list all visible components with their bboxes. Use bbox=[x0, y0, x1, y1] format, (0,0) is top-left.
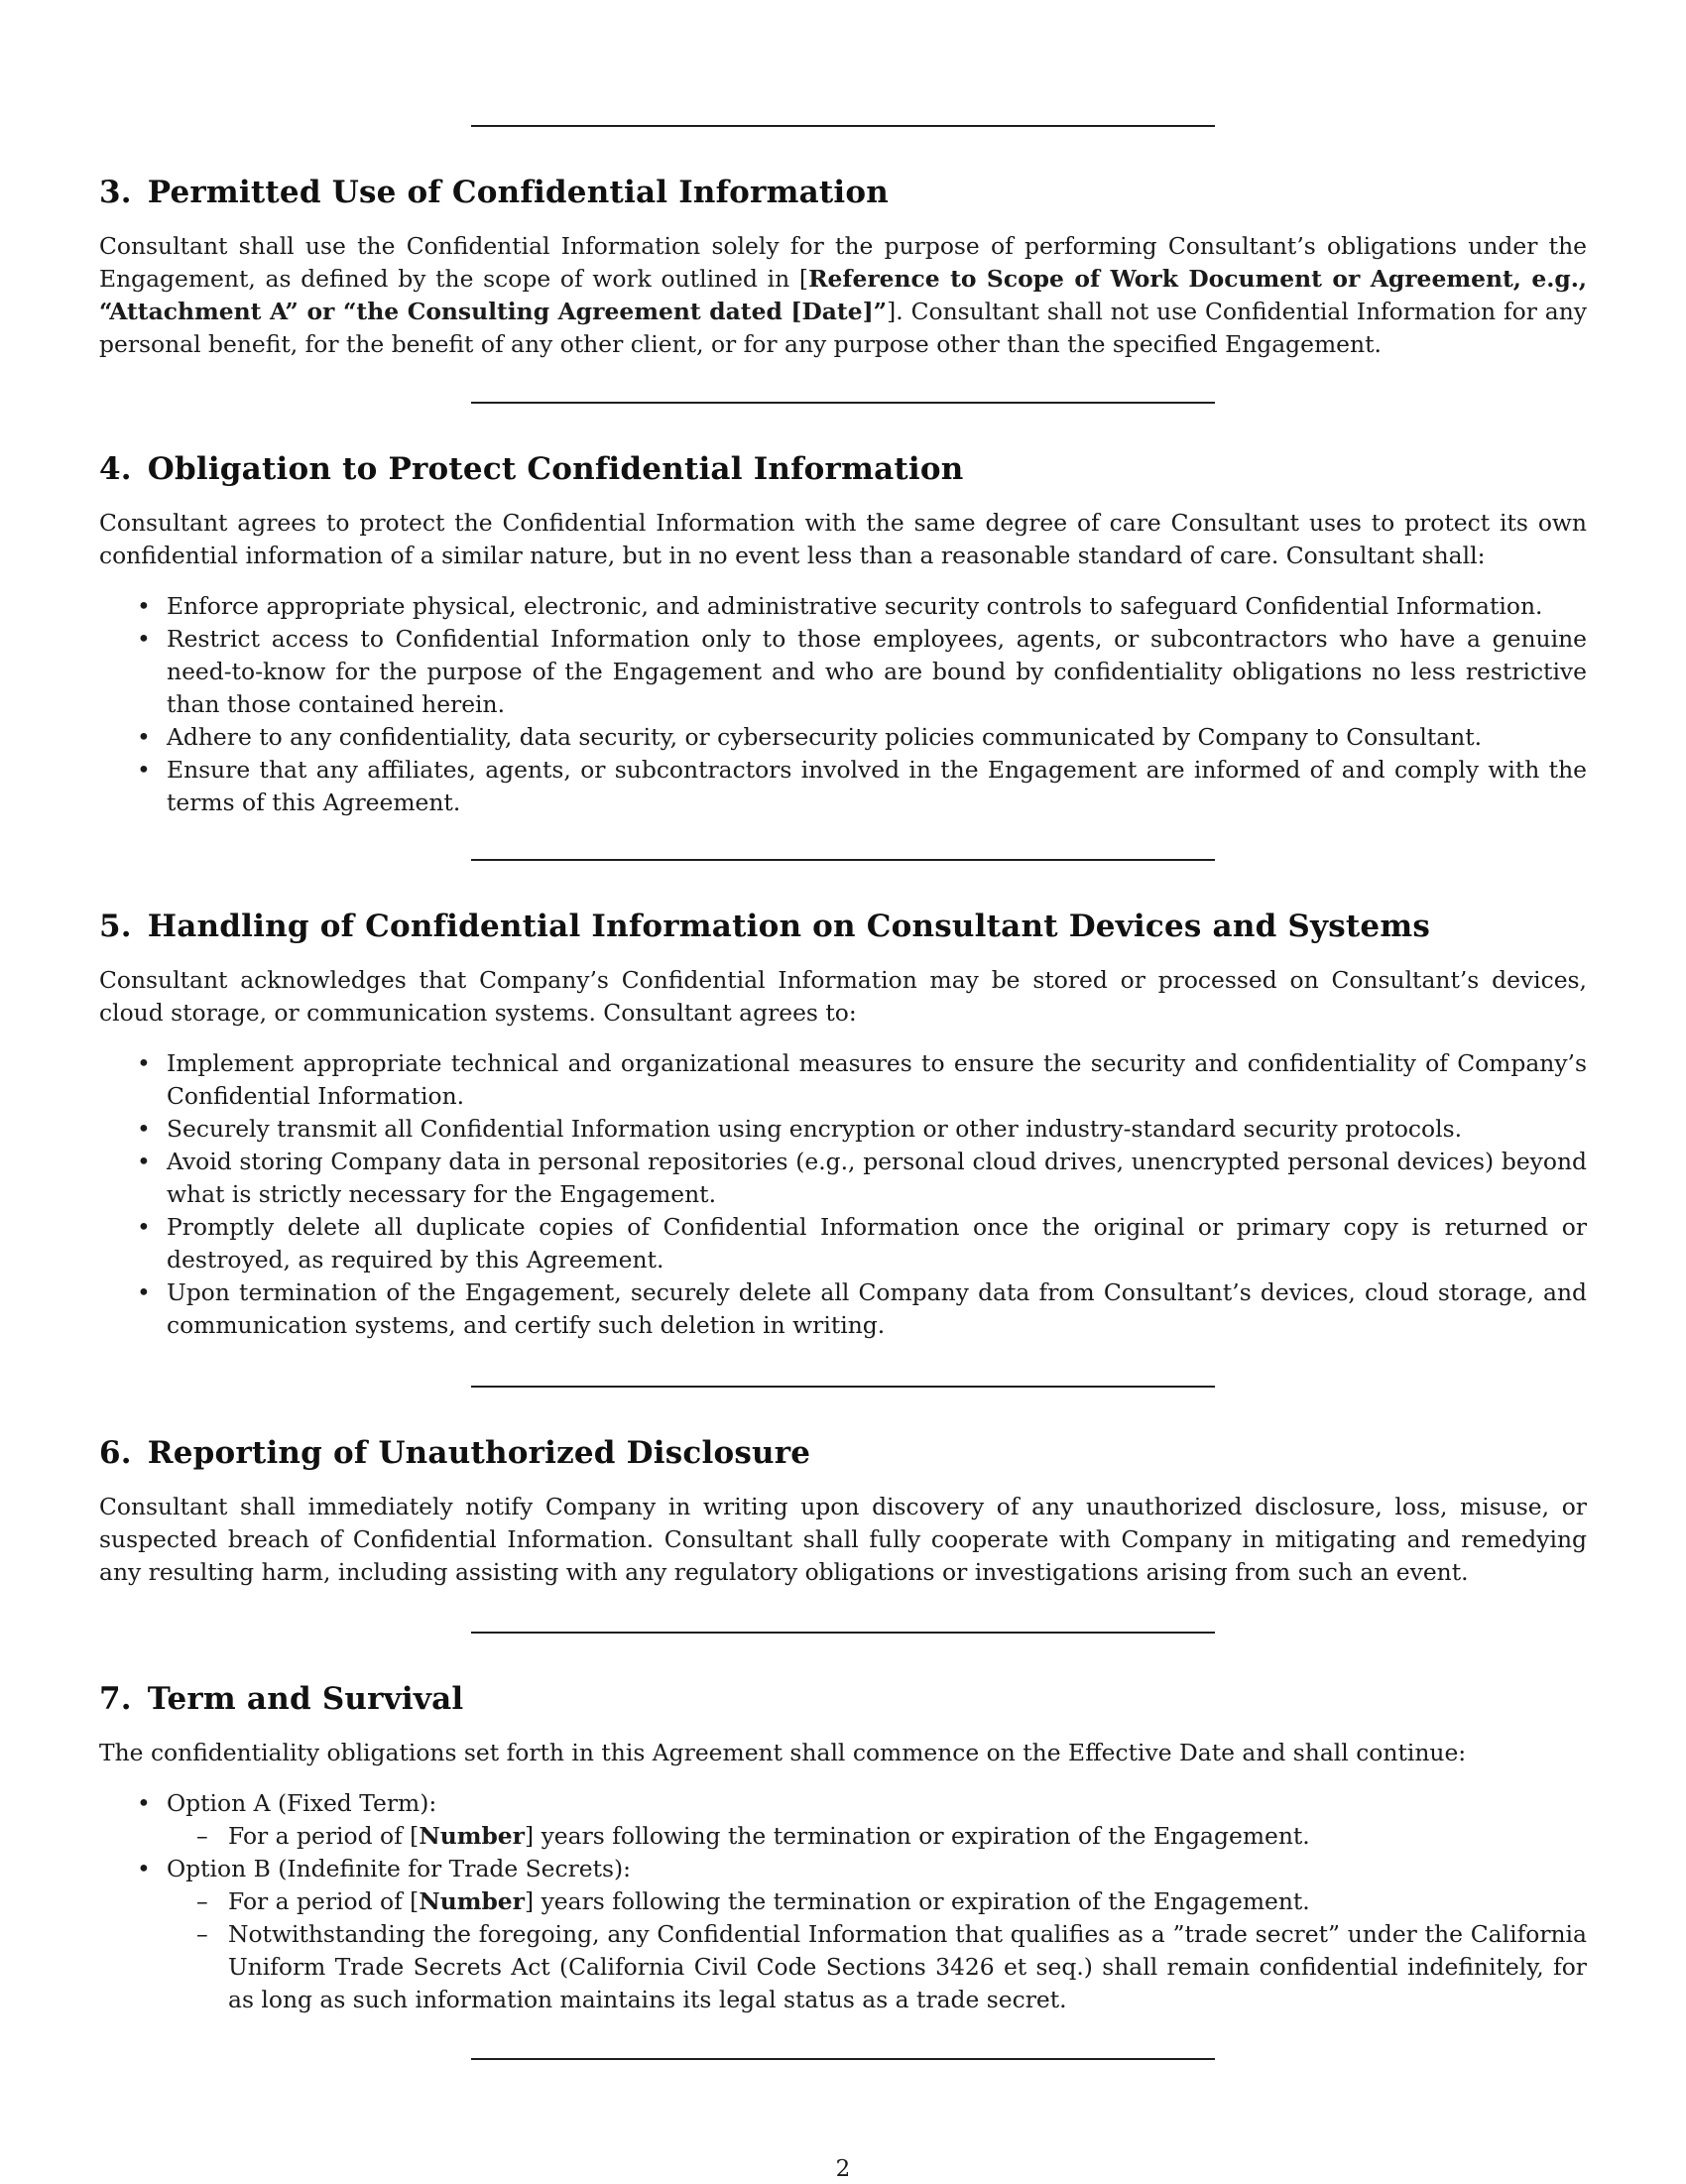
section-title: Term and Survival bbox=[147, 1681, 464, 1717]
sub-list bbox=[167, 1820, 1587, 1853]
list-item: • Promptly delete all duplicate copies of Confidential Information once the original or primary copy is returned or destroyed, as required by this Agreement. bbox=[99, 1211, 1587, 1276]
list-item-option-b bbox=[99, 1853, 1587, 2016]
section-divider bbox=[471, 859, 1215, 861]
section-divider bbox=[471, 125, 1215, 127]
section-number: 6. bbox=[99, 1435, 132, 1471]
list-item: • Adhere to any confidentiality, data security, or cybersecurity policies communicated by Company to Consultant. bbox=[99, 721, 1587, 754]
bullet-list bbox=[99, 1047, 1587, 1342]
section-divider bbox=[471, 1632, 1215, 1634]
list-item: • Restrict access to Confidential Information only to those employees, agents, or subcontractors who have a genuine need-to-know for the purpose of the Engagement and who are bound by confidentiality obligations no less restrictive than those contained herein. bbox=[99, 623, 1587, 721]
section-7 bbox=[99, 1681, 1587, 2016]
section-3 bbox=[99, 175, 1587, 361]
section-divider bbox=[471, 1386, 1215, 1388]
section-paragraph bbox=[99, 230, 1587, 361]
item-text: ] years following the termination or expiration of the Engagement. bbox=[525, 1822, 1310, 1850]
section-heading bbox=[99, 1681, 1587, 1717]
item-text: For a period of [ bbox=[228, 1822, 420, 1850]
section-heading bbox=[99, 1435, 1587, 1471]
paragraph-text: Consultant shall use the Confidential Information solely for the purpose of performing Consultant’s obligations under the Engagement, as defined by the scope of work outlined in [ bbox=[99, 232, 1587, 293]
section-divider bbox=[471, 2058, 1215, 2060]
page-number: 2 bbox=[835, 2156, 851, 2182]
section-heading bbox=[99, 175, 1587, 210]
section-number: 7. bbox=[99, 1681, 132, 1717]
item-text: For a period of [ bbox=[228, 1887, 420, 1915]
bullet-list bbox=[99, 1787, 1587, 2016]
section-title: Handling of Confidential Information on Consultant Devices and Systems bbox=[147, 909, 1430, 944]
paragraph-text: ]. Consultant shall not use Confidential Information for any personal benefit, for the benefit of any other client, or for any purpose other than the specified Engagement. bbox=[99, 298, 1587, 358]
option-label: Option B (Indefinite for Trade Secrets): bbox=[167, 1855, 632, 1882]
list-item: • Avoid storing Company data in personal repositories (e.g., personal cloud drives, unencrypted personal devices) beyond what is strictly necessary for the Engagement. bbox=[99, 1146, 1587, 1211]
placeholder-reference: Reference to Scope of Work Document or Agreement, e.g., “Attachment A” or “the Consulting Agreement dated [Date]” bbox=[99, 265, 1588, 325]
sub-list-item bbox=[167, 1820, 1587, 1853]
section-title: Obligation to Protect Confidential Information bbox=[147, 451, 964, 487]
placeholder-number: Number bbox=[419, 1887, 526, 1915]
option-label: Option A (Fixed Term): bbox=[167, 1789, 437, 1817]
section-paragraph: The confidentiality obligations set forth in this Agreement shall commence on the Effective Date and shall continue: bbox=[99, 1739, 1467, 1766]
sub-list-item: – Notwithstanding the foregoing, any Confidential Information that qualifies as a ”trade secret” under the California Uniform Trade Secrets Act (California Civil Code Sections 3426 et seq.) shall remain confidential indefinitely, for as long as such information maintains its legal status as a trade secret. bbox=[167, 1918, 1587, 2016]
section-6 bbox=[99, 1435, 1587, 1589]
list-item-option-a bbox=[99, 1787, 1587, 1853]
section-title: Permitted Use of Confidential Information bbox=[147, 175, 889, 210]
item-text: ] years following the termination or expiration of the Engagement. bbox=[525, 1887, 1310, 1915]
section-heading bbox=[99, 909, 1587, 944]
section-number: 4. bbox=[99, 451, 132, 487]
sub-list-item bbox=[167, 1885, 1587, 1918]
section-paragraph: Consultant agrees to protect the Confidential Information with the same degree of care Consultant uses to protect its own confidential information of a similar nature, but in no event less than a reasonable standard of care. Consultant shall: bbox=[99, 509, 1587, 569]
list-item: • Securely transmit all Confidential Information using encryption or other industry-standard security protocols. bbox=[99, 1113, 1587, 1146]
section-number: 5. bbox=[99, 909, 132, 944]
placeholder-number: Number bbox=[419, 1822, 526, 1850]
section-paragraph: Consultant shall immediately notify Company in writing upon discovery of any unauthorized disclosure, loss, misuse, or suspected breach of Confidential Information. Consultant shall fully cooperate with Company in mitigating and remedying any resulting harm, including assisting with any regulatory obligations or investigations arising from such an event. bbox=[99, 1493, 1587, 1586]
section-divider bbox=[471, 402, 1215, 404]
list-item: • Ensure that any affiliates, agents, or subcontractors involved in the Engagement are informed of and comply with the terms of this Agreement. bbox=[99, 754, 1587, 819]
section-4 bbox=[99, 451, 1587, 819]
section-5 bbox=[99, 909, 1587, 1342]
section-number: 3. bbox=[99, 175, 132, 210]
section-title: Reporting of Unauthorized Disclosure bbox=[147, 1435, 811, 1471]
sub-list bbox=[167, 1885, 1587, 2016]
list-item: • Enforce appropriate physical, electronic, and administrative security controls to safeguard Confidential Information. bbox=[99, 590, 1587, 623]
list-item: • Implement appropriate technical and organizational measures to ensure the security and confidentiality of Company’s Confidential Information. bbox=[99, 1047, 1587, 1113]
list-item: • Upon termination of the Engagement, securely delete all Company data from Consultant’s devices, cloud storage, and communication systems, and certify such deletion in writing. bbox=[99, 1276, 1587, 1342]
section-heading bbox=[99, 451, 1587, 487]
section-paragraph: Consultant acknowledges that Company’s Confidential Information may be stored or processed on Consultant’s devices, cloud storage, or communication systems. Consultant agrees to: bbox=[99, 966, 1587, 1027]
bullet-list bbox=[99, 590, 1587, 819]
